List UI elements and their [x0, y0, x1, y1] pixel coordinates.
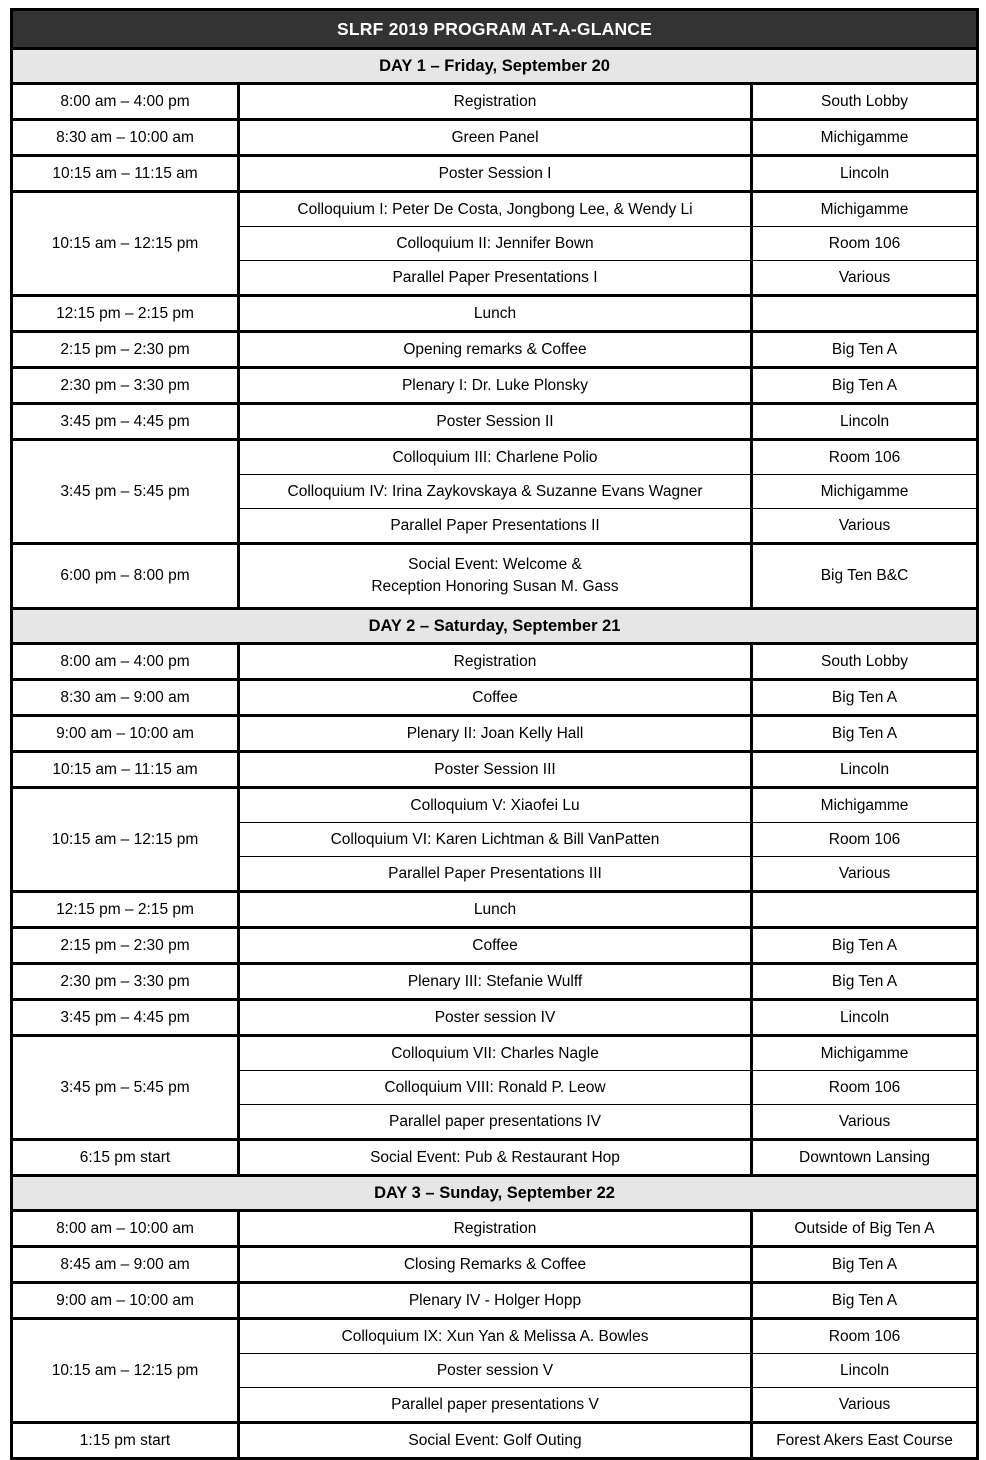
day-header-label: DAY 3 – Sunday, September 22	[12, 1176, 978, 1211]
schedule-row	[12, 892, 978, 928]
time-cell: 1:15 pm start	[12, 1423, 239, 1459]
event-cell: Colloquium IV: Irina Zaykovskaya & Suzanne Evans Wagner	[239, 475, 752, 509]
location-cell: Lincoln	[752, 752, 978, 788]
schedule-row	[12, 644, 978, 680]
location-cell: Room 106	[752, 1071, 978, 1105]
event-cell: Parallel paper presentations IV	[239, 1105, 752, 1140]
day-header-row	[12, 609, 978, 644]
day-header-row	[12, 1176, 978, 1211]
event-cell: Plenary I: Dr. Luke Plonsky	[239, 368, 752, 404]
time-cell: 12:15 pm – 2:15 pm	[12, 296, 239, 332]
time-cell: 2:30 pm – 3:30 pm	[12, 964, 239, 1000]
time-cell: 6:00 pm – 8:00 pm	[12, 544, 239, 609]
event-cell: Poster Session II	[239, 404, 752, 440]
program-schedule-table	[10, 8, 979, 1460]
event-cell: Registration	[239, 84, 752, 120]
time-cell: 3:45 pm – 4:45 pm	[12, 404, 239, 440]
time-cell: 2:15 pm – 2:30 pm	[12, 928, 239, 964]
location-cell: South Lobby	[752, 84, 978, 120]
event-cell: Parallel paper presentations V	[239, 1388, 752, 1423]
location-cell: Downtown Lansing	[752, 1140, 978, 1176]
schedule-row	[12, 716, 978, 752]
event-cell: Parallel Paper Presentations I	[239, 261, 752, 296]
schedule-row	[12, 440, 978, 475]
event-cell: Plenary III: Stefanie Wulff	[239, 964, 752, 1000]
schedule-row	[12, 928, 978, 964]
schedule-row	[12, 680, 978, 716]
time-cell: 10:15 am – 11:15 am	[12, 752, 239, 788]
page-title: SLRF 2019 PROGRAM AT-A-GLANCE	[12, 10, 978, 49]
time-cell: 9:00 am – 10:00 am	[12, 716, 239, 752]
schedule-row	[12, 1140, 978, 1176]
time-cell: 8:00 am – 10:00 am	[12, 1211, 239, 1247]
location-cell: Room 106	[752, 440, 978, 475]
schedule-row	[12, 1000, 978, 1036]
time-cell: 8:45 am – 9:00 am	[12, 1247, 239, 1283]
location-cell: Michigamme	[752, 788, 978, 823]
time-cell: 8:00 am – 4:00 pm	[12, 644, 239, 680]
day-header-label: DAY 1 – Friday, September 20	[12, 49, 978, 84]
schedule-row	[12, 1283, 978, 1319]
location-cell: Michigamme	[752, 120, 978, 156]
location-cell: Big Ten B&C	[752, 544, 978, 609]
event-text-line: Social Event: Welcome &	[408, 556, 582, 574]
time-cell: 6:15 pm start	[12, 1140, 239, 1176]
schedule-row	[12, 544, 978, 609]
time-cell: 8:30 am – 9:00 am	[12, 680, 239, 716]
event-cell: Poster Session I	[239, 156, 752, 192]
time-cell: 10:15 am – 12:15 pm	[12, 1319, 239, 1423]
location-cell: Room 106	[752, 823, 978, 857]
schedule-row	[12, 964, 978, 1000]
event-cell: Coffee	[239, 680, 752, 716]
time-cell: 3:45 pm – 5:45 pm	[12, 1036, 239, 1140]
event-cell: Colloquium II: Jennifer Bown	[239, 227, 752, 261]
event-cell: Lunch	[239, 892, 752, 928]
time-cell: 10:15 am – 12:15 pm	[12, 788, 239, 892]
event-cell: Plenary IV - Holger Hopp	[239, 1283, 752, 1319]
event-cell: Coffee	[239, 928, 752, 964]
schedule-row	[12, 1247, 978, 1283]
time-cell: 2:30 pm – 3:30 pm	[12, 368, 239, 404]
event-cell: Colloquium VII: Charles Nagle	[239, 1036, 752, 1071]
location-cell: Michigamme	[752, 1036, 978, 1071]
time-cell: 8:30 am – 10:00 am	[12, 120, 239, 156]
location-cell: Lincoln	[752, 1354, 978, 1388]
day-header-row	[12, 49, 978, 84]
schedule-row	[12, 156, 978, 192]
event-cell: Poster Session III	[239, 752, 752, 788]
location-cell: Room 106	[752, 1319, 978, 1354]
time-cell: 12:15 pm – 2:15 pm	[12, 892, 239, 928]
location-cell: Various	[752, 1388, 978, 1423]
location-cell: Big Ten A	[752, 680, 978, 716]
event-cell: Colloquium VIII: Ronald P. Leow	[239, 1071, 752, 1105]
time-cell: 9:00 am – 10:00 am	[12, 1283, 239, 1319]
event-cell: Social Event: Pub & Restaurant Hop	[239, 1140, 752, 1176]
event-cell: Registration	[239, 644, 752, 680]
event-cell: Colloquium I: Peter De Costa, Jongbong Lee, & Wendy Li	[239, 192, 752, 227]
event-cell: Colloquium V: Xiaofei Lu	[239, 788, 752, 823]
schedule-row	[12, 368, 978, 404]
location-cell: Lincoln	[752, 404, 978, 440]
schedule-row	[12, 192, 978, 227]
time-cell: 8:00 am – 4:00 pm	[12, 84, 239, 120]
location-cell: Various	[752, 857, 978, 892]
schedule-row	[12, 296, 978, 332]
location-cell: Big Ten A	[752, 964, 978, 1000]
location-cell: Big Ten A	[752, 928, 978, 964]
location-cell: Michigamme	[752, 475, 978, 509]
location-cell: Lincoln	[752, 1000, 978, 1036]
event-cell: Colloquium IX: Xun Yan & Melissa A. Bowles	[239, 1319, 752, 1354]
schedule-row	[12, 332, 978, 368]
event-cell: Colloquium III: Charlene Polio	[239, 440, 752, 475]
event-cell: Lunch	[239, 296, 752, 332]
event-cell: Parallel Paper Presentations II	[239, 509, 752, 544]
event-cell: Social Event: Golf Outing	[239, 1423, 752, 1459]
time-cell: 10:15 am – 12:15 pm	[12, 192, 239, 296]
event-cell: Colloquium VI: Karen Lichtman & Bill VanPatten	[239, 823, 752, 857]
schedule-row	[12, 1423, 978, 1459]
event-cell: Parallel Paper Presentations III	[239, 857, 752, 892]
location-cell: Room 106	[752, 227, 978, 261]
event-cell: Plenary II: Joan Kelly Hall	[239, 716, 752, 752]
event-text-line: Reception Honoring Susan M. Gass	[371, 578, 619, 595]
location-cell: Forest Akers East Course	[752, 1423, 978, 1459]
location-cell	[752, 296, 978, 332]
schedule-row	[12, 1211, 978, 1247]
schedule-row	[12, 84, 978, 120]
location-cell: Big Ten A	[752, 716, 978, 752]
time-cell: 10:15 am – 11:15 am	[12, 156, 239, 192]
location-cell: Big Ten A	[752, 368, 978, 404]
location-cell: Big Ten A	[752, 1283, 978, 1319]
location-cell: Michigamme	[752, 192, 978, 227]
time-cell: 2:15 pm – 2:30 pm	[12, 332, 239, 368]
event-cell: Green Panel	[239, 120, 752, 156]
location-cell: Various	[752, 509, 978, 544]
time-cell: 3:45 pm – 5:45 pm	[12, 440, 239, 544]
location-cell: Big Ten A	[752, 1247, 978, 1283]
event-cell: Poster session V	[239, 1354, 752, 1388]
location-cell	[752, 892, 978, 928]
time-cell: 3:45 pm – 4:45 pm	[12, 1000, 239, 1036]
event-cell	[239, 544, 752, 609]
event-cell: Opening remarks & Coffee	[239, 332, 752, 368]
event-cell: Registration	[239, 1211, 752, 1247]
schedule-row	[12, 1036, 978, 1071]
location-cell: Various	[752, 1105, 978, 1140]
location-cell: Lincoln	[752, 156, 978, 192]
event-cell: Poster session IV	[239, 1000, 752, 1036]
schedule-row	[12, 120, 978, 156]
schedule-row	[12, 1319, 978, 1354]
schedule-row	[12, 404, 978, 440]
location-cell: South Lobby	[752, 644, 978, 680]
schedule-row	[12, 752, 978, 788]
location-cell: Various	[752, 261, 978, 296]
schedule-row	[12, 788, 978, 823]
day-header-label: DAY 2 – Saturday, September 21	[12, 609, 978, 644]
table-title-row	[12, 10, 978, 49]
location-cell: Outside of Big Ten A	[752, 1211, 978, 1247]
location-cell: Big Ten A	[752, 332, 978, 368]
event-cell: Closing Remarks & Coffee	[239, 1247, 752, 1283]
